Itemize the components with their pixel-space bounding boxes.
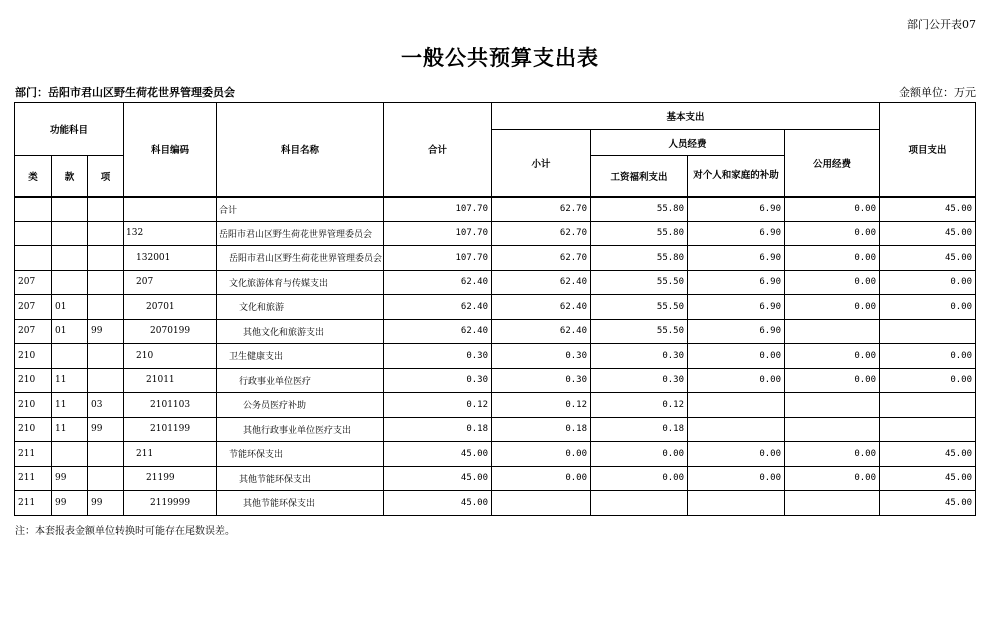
cell-kuan: [52, 221, 88, 246]
cell-project-expenditure: [880, 319, 976, 344]
header-subsidy-individuals: 对个人和家庭的补助: [688, 156, 785, 197]
cell-public-funds: [785, 393, 880, 418]
cell-public-funds: 0.00: [785, 442, 880, 467]
cell-subsidy-individuals: 6.90: [688, 319, 785, 344]
cell-subject-name: 行政事业单位医疗: [217, 368, 384, 393]
cell-subtotal: 0.12: [492, 393, 591, 418]
cell-subsidy-individuals: 6.90: [688, 270, 785, 295]
cell-subsidy-individuals: 6.90: [688, 221, 785, 246]
cell-subtotal: 0.30: [492, 344, 591, 369]
cell-subject-code: 2119999: [124, 491, 217, 516]
cell-wages-welfare: 55.80: [591, 221, 688, 246]
cell-total: 45.00: [384, 491, 492, 516]
cell-total: 0.12: [384, 393, 492, 418]
cell-subject-code: 2070199: [124, 319, 217, 344]
header-subtotal: 小计: [492, 130, 591, 197]
cell-class: 210: [15, 344, 52, 369]
page-title: 一般公共预算支出表: [401, 46, 599, 70]
cell-total: 62.40: [384, 295, 492, 320]
table-row: [15, 491, 976, 516]
cell-project-expenditure: 0.00: [880, 270, 976, 295]
cell-xiang: 03: [88, 393, 124, 418]
cell-public-funds: 0.00: [785, 368, 880, 393]
cell-public-funds: [785, 417, 880, 442]
cell-total: 0.30: [384, 344, 492, 369]
cell-wages-welfare: 55.50: [591, 270, 688, 295]
header-wages-welfare: 工资福利支出: [591, 156, 688, 197]
cell-xiang: [88, 221, 124, 246]
unit-label: 金额单位：万元: [899, 86, 976, 99]
header-project-expenditure: 项目支出: [880, 103, 976, 197]
cell-wages-welfare: 55.80: [591, 246, 688, 271]
form-number: 部门公开表07: [907, 18, 976, 31]
cell-class: 210: [15, 393, 52, 418]
cell-total: 107.70: [384, 246, 492, 271]
cell-subtotal: 62.70: [492, 197, 591, 222]
cell-project-expenditure: 0.00: [880, 295, 976, 320]
cell-subject-code: [124, 197, 217, 222]
cell-kuan: 11: [52, 393, 88, 418]
cell-subject-code: 21011: [124, 368, 217, 393]
cell-wages-welfare: 0.30: [591, 344, 688, 369]
cell-project-expenditure: [880, 393, 976, 418]
cell-xiang: 99: [88, 319, 124, 344]
cell-wages-welfare: 0.00: [591, 442, 688, 467]
cell-class: [15, 246, 52, 271]
cell-kuan: [52, 442, 88, 467]
cell-subject-name: 其他文化和旅游支出: [217, 319, 384, 344]
cell-kuan: 99: [52, 491, 88, 516]
cell-subject-name: 其他行政事业单位医疗支出: [217, 417, 384, 442]
table-row: [15, 221, 976, 246]
cell-total: 107.70: [384, 197, 492, 222]
cell-wages-welfare: 55.80: [591, 197, 688, 222]
cell-class: 211: [15, 466, 52, 491]
cell-subject-name: 其他节能环保支出: [217, 491, 384, 516]
cell-subject-name: 卫生健康支出: [217, 344, 384, 369]
cell-subject-name: 文化和旅游: [217, 295, 384, 320]
cell-wages-welfare: [591, 491, 688, 516]
cell-subsidy-individuals: [688, 417, 785, 442]
cell-xiang: [88, 466, 124, 491]
header-total: 合计: [384, 103, 492, 197]
cell-total: 62.40: [384, 270, 492, 295]
cell-subject-code: 132001: [124, 246, 217, 271]
cell-subsidy-individuals: 6.90: [688, 246, 785, 271]
cell-subsidy-individuals: 6.90: [688, 197, 785, 222]
cell-wages-welfare: 0.18: [591, 417, 688, 442]
footnote: 注：本套报表金额单位转换时可能存在尾数误差。: [15, 526, 235, 537]
cell-wages-welfare: 55.50: [591, 295, 688, 320]
cell-public-funds: 0.00: [785, 295, 880, 320]
cell-xiang: [88, 368, 124, 393]
header-class: 类: [15, 156, 52, 197]
cell-xiang: [88, 270, 124, 295]
cell-kuan: 11: [52, 417, 88, 442]
cell-xiang: [88, 197, 124, 222]
table-row: [15, 270, 976, 295]
cell-class: 211: [15, 491, 52, 516]
cell-wages-welfare: 0.30: [591, 368, 688, 393]
cell-kuan: [52, 270, 88, 295]
table-row: [15, 197, 976, 222]
cell-project-expenditure: 45.00: [880, 466, 976, 491]
cell-total: 45.00: [384, 466, 492, 491]
cell-subsidy-individuals: 0.00: [688, 344, 785, 369]
cell-wages-welfare: 0.00: [591, 466, 688, 491]
table-row: [15, 295, 976, 320]
table-row: [15, 319, 976, 344]
header-subject-code: 科目编码: [124, 103, 217, 197]
cell-project-expenditure: 0.00: [880, 344, 976, 369]
cell-xiang: [88, 295, 124, 320]
cell-subject-code: 21199: [124, 466, 217, 491]
cell-subject-code: 132: [124, 221, 217, 246]
cell-subject-name: 岳阳市君山区野生荷花世界管理委员会: [217, 221, 384, 246]
table-row: [15, 368, 976, 393]
header-basic-expenditure: 基本支出: [492, 103, 880, 130]
cell-subtotal: [492, 491, 591, 516]
table-row: [15, 246, 976, 271]
header-xiang: 项: [88, 156, 124, 197]
cell-public-funds: 0.00: [785, 270, 880, 295]
cell-xiang: 99: [88, 491, 124, 516]
table-row: [15, 344, 976, 369]
cell-subject-name: 岳阳市君山区野生荷花世界管理委员会: [217, 246, 384, 271]
cell-public-funds: 0.00: [785, 466, 880, 491]
cell-xiang: [88, 344, 124, 369]
cell-subsidy-individuals: 0.00: [688, 368, 785, 393]
table-row: [15, 442, 976, 467]
header-personnel: 人员经费: [591, 130, 785, 156]
cell-xiang: 99: [88, 417, 124, 442]
cell-subsidy-individuals: [688, 393, 785, 418]
cell-class: 210: [15, 368, 52, 393]
cell-subject-name: 文化旅游体育与传媒支出: [217, 270, 384, 295]
cell-total: 0.18: [384, 417, 492, 442]
cell-class: [15, 197, 52, 222]
cell-subtotal: 62.70: [492, 221, 591, 246]
cell-public-funds: [785, 491, 880, 516]
header-public-funds: 公用经费: [785, 130, 880, 197]
cell-subject-code: 2101103: [124, 393, 217, 418]
cell-total: 62.40: [384, 319, 492, 344]
cell-kuan: 01: [52, 295, 88, 320]
cell-subsidy-individuals: 0.00: [688, 466, 785, 491]
cell-subsidy-individuals: 6.90: [688, 295, 785, 320]
table-row: [15, 393, 976, 418]
header-kuan: 款: [52, 156, 88, 197]
cell-project-expenditure: 45.00: [880, 221, 976, 246]
cell-public-funds: 0.00: [785, 246, 880, 271]
cell-class: 210: [15, 417, 52, 442]
cell-subject-name: 合计: [217, 197, 384, 222]
cell-subject-code: 2101199: [124, 417, 217, 442]
cell-total: 107.70: [384, 221, 492, 246]
cell-public-funds: 0.00: [785, 197, 880, 222]
cell-total: 45.00: [384, 442, 492, 467]
cell-subtotal: 0.18: [492, 417, 591, 442]
cell-kuan: 99: [52, 466, 88, 491]
cell-subject-code: 210: [124, 344, 217, 369]
cell-subtotal: 0.00: [492, 442, 591, 467]
cell-project-expenditure: 45.00: [880, 491, 976, 516]
cell-subtotal: 62.70: [492, 246, 591, 271]
cell-total: 0.30: [384, 368, 492, 393]
cell-project-expenditure: 0.00: [880, 368, 976, 393]
table-row: [15, 417, 976, 442]
cell-subject-code: 20701: [124, 295, 217, 320]
cell-project-expenditure: 45.00: [880, 246, 976, 271]
cell-subject-name: 节能环保支出: [217, 442, 384, 467]
cell-kuan: 01: [52, 319, 88, 344]
cell-xiang: [88, 246, 124, 271]
cell-subject-name: 其他节能环保支出: [217, 466, 384, 491]
cell-wages-welfare: 0.12: [591, 393, 688, 418]
table-row: [15, 466, 976, 491]
cell-project-expenditure: 45.00: [880, 197, 976, 222]
cell-subject-name: 公务员医疗补助: [217, 393, 384, 418]
cell-public-funds: 0.00: [785, 344, 880, 369]
cell-subsidy-individuals: 0.00: [688, 442, 785, 467]
cell-subtotal: 0.00: [492, 466, 591, 491]
cell-public-funds: [785, 319, 880, 344]
cell-kuan: [52, 197, 88, 222]
cell-class: [15, 221, 52, 246]
cell-subject-code: 207: [124, 270, 217, 295]
cell-class: 207: [15, 295, 52, 320]
cell-subsidy-individuals: [688, 491, 785, 516]
cell-class: 211: [15, 442, 52, 467]
cell-project-expenditure: 45.00: [880, 442, 976, 467]
cell-subject-code: 211: [124, 442, 217, 467]
cell-class: 207: [15, 270, 52, 295]
cell-kuan: 11: [52, 368, 88, 393]
cell-kuan: [52, 344, 88, 369]
cell-subtotal: 0.30: [492, 368, 591, 393]
cell-public-funds: 0.00: [785, 221, 880, 246]
cell-subtotal: 62.40: [492, 295, 591, 320]
cell-project-expenditure: [880, 417, 976, 442]
cell-subtotal: 62.40: [492, 270, 591, 295]
cell-kuan: [52, 246, 88, 271]
cell-subtotal: 62.40: [492, 319, 591, 344]
header-function-subject: 功能科目: [15, 103, 124, 156]
cell-class: 207: [15, 319, 52, 344]
header-subject-name: 科目名称: [217, 103, 384, 197]
cell-xiang: [88, 442, 124, 467]
cell-wages-welfare: 55.50: [591, 319, 688, 344]
budget-table: [14, 102, 976, 516]
department-label: 部门：岳阳市君山区野生荷花世界管理委员会: [15, 86, 235, 99]
